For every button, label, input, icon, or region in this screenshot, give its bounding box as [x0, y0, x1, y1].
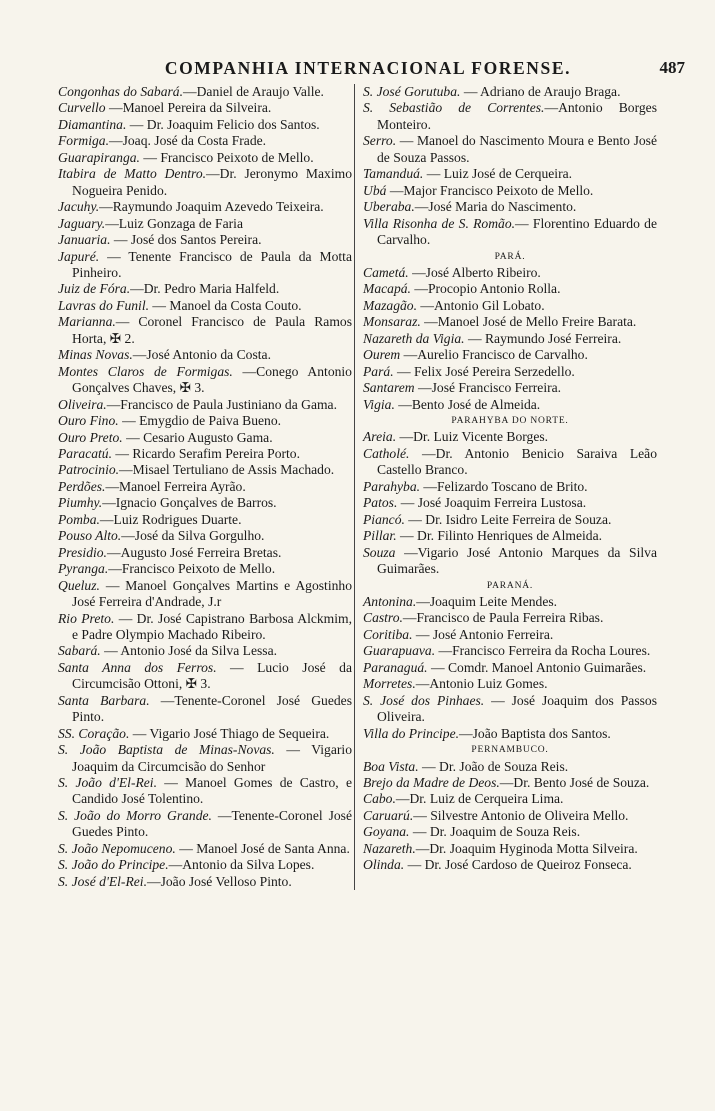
directory-entry	[363, 676, 657, 692]
directory-entry	[58, 726, 352, 742]
entry-person: —Dr. Pedro Maria Halfeld.	[130, 281, 280, 297]
entry-person: —Antonio Luiz Gomes.	[415, 676, 548, 692]
entry-person: —João José Velloso Pinto.	[146, 873, 292, 889]
entry-person: —Dr. Luiz de Cerqueira Lima.	[395, 791, 564, 807]
place-name: S. José Gorutuba.	[363, 84, 461, 99]
place-name: S. João do Principe.	[58, 857, 169, 873]
place-name: S. João do Morro Grande.	[58, 807, 212, 823]
entry-person: —Manoel Ferreira Ayrão.	[105, 478, 246, 494]
directory-entry	[363, 660, 657, 676]
place-name: Vigia.	[363, 396, 395, 412]
place-name: SS. Coração.	[58, 725, 130, 741]
entry-person: —Tenente-Coronel José Guedes Pinto.	[72, 692, 352, 725]
entry-person: — Dr. Joaquim Felicio dos Santos.	[126, 116, 320, 132]
place-name: S. José dos Pinhaes.	[363, 692, 485, 708]
entry-person: —Major Francisco Peixoto de Mello.	[386, 182, 594, 198]
place-name: Perdões.	[58, 478, 106, 494]
place-name: Marianna.	[58, 314, 116, 330]
entry-person: —Vigario José Antonio Marques da Silva Guimarães.	[377, 544, 657, 577]
directory-entry	[58, 413, 352, 429]
page-header	[58, 58, 685, 84]
entry-person: —Antonio Borges Monteiro.	[377, 100, 657, 132]
entry-person: —Francisco de Paula Justiniano da Gama.	[106, 396, 337, 412]
directory-entry	[363, 183, 657, 199]
place-name: Ourem	[363, 347, 401, 363]
entry-person: — Ricardo Serafim Pereira Porto.	[112, 445, 300, 461]
entry-person: —Daniel de Araujo Valle.	[183, 84, 324, 99]
place-name: Santa Barbara.	[58, 692, 150, 708]
directory-entry	[363, 857, 657, 873]
directory-entry	[58, 347, 352, 363]
directory-entry	[363, 512, 657, 528]
place-name: Caruarú.	[363, 807, 414, 823]
place-name: Pará.	[363, 363, 394, 379]
place-name: Piumhy.	[58, 495, 103, 511]
directory-entry	[58, 133, 352, 149]
entry-person: —Procopio Antonio Rolla.	[410, 281, 561, 297]
section-heading: PARAHYBA DO NORTE.	[451, 416, 569, 427]
entry-person: — Florentino Eduardo de Carvalho.	[377, 215, 658, 248]
directory-entry	[58, 857, 352, 873]
place-name: Sabará.	[58, 643, 101, 659]
entry-person: —Raymundo Joaquim Azevedo Teixeira.	[99, 199, 324, 215]
place-name: S. João Baptista de Minas-Novas.	[58, 742, 275, 758]
place-name: Santa Anna dos Ferros.	[58, 659, 217, 675]
directory-entry	[58, 216, 352, 232]
place-name: Cametá.	[363, 264, 409, 280]
entry-person: —José Antonio da Costa.	[132, 347, 271, 363]
directory-entry	[58, 874, 352, 890]
directory-entry	[363, 528, 657, 544]
directory-entry	[58, 199, 352, 215]
place-name: Nazareth.	[363, 840, 416, 856]
directory-entry	[58, 495, 352, 511]
directory-entry	[58, 462, 352, 478]
place-name: Catholé.	[363, 445, 410, 461]
entry-person: — Francisco Peixoto de Mello.	[139, 149, 314, 165]
entry-person: — Manoel da Costa Couto.	[149, 297, 302, 313]
entry-person: —Francisco de Paula Ferreira Ribas.	[402, 610, 604, 626]
directory-entry	[58, 578, 352, 611]
directory-entry	[58, 643, 352, 659]
place-name: Cabo.	[363, 791, 396, 807]
directory-entry	[58, 808, 352, 841]
place-name: S. Sebastião de Correntes.	[363, 100, 545, 116]
place-name: Guarapiranga.	[58, 149, 140, 165]
entry-person: —Dr. Jeronymo Maximo Nogueira Penido.	[72, 166, 352, 198]
directory-entry	[363, 429, 657, 445]
place-name: Lavras do Funil.	[58, 297, 150, 313]
entry-person: — Dr. João de Souza Reis.	[418, 758, 569, 774]
directory-entry	[58, 397, 352, 413]
directory-entry	[363, 824, 657, 840]
place-name: Olinda.	[363, 857, 405, 873]
entry-person: —Francisco Ferreira da Rocha Loures.	[435, 643, 651, 659]
entry-person: — Comdr. Manoel Antonio Guimarães.	[427, 659, 647, 675]
entry-person: — Manoel José de Santa Anna.	[175, 840, 350, 856]
entry-person: —Dr. Antonio Benicio Saraiva Leão Castello Branco.	[377, 445, 657, 478]
entry-person: —Dr. Joaquim Hyginoda Motta Silveira.	[415, 840, 638, 856]
directory-entry	[363, 693, 657, 726]
directory-entry	[58, 84, 352, 100]
entry-person: —Conego Antonio Gonçalves Chaves, ✠ 3.	[72, 363, 352, 396]
entry-person: —Dr. Luiz Vicente Borges.	[396, 429, 549, 445]
place-name: Japuré.	[58, 248, 100, 264]
place-name: Curvello	[58, 100, 106, 116]
place-name: Guarapuava.	[363, 643, 436, 659]
place-name: Villa do Principe.	[363, 725, 460, 741]
place-name: Juiz de Fóra.	[58, 281, 131, 297]
directory-entry	[363, 791, 657, 807]
entry-person: — Tenente Francisco de Paula da Motta Pinheiro.	[72, 248, 352, 280]
entry-person: — Silvestre Antonio de Oliveira Mello.	[413, 807, 629, 823]
place-name: Piancó.	[363, 511, 405, 527]
entry-person: —José Francisco Ferreira.	[414, 380, 562, 396]
entry-person: —Dr. Bento José de Souza.	[499, 774, 650, 790]
entry-person: — Vigario Joaquim da Circumcisão do Senhor	[72, 742, 352, 774]
directory-entry	[58, 561, 352, 577]
entry-person: — Manoel Gonçalves Martins e Agostinho José Ferreira d'Andrade, J.r	[72, 577, 352, 610]
running-title: COMPANHIA INTERNACIONAL FORENSE.	[164, 58, 572, 78]
directory-entry	[58, 232, 352, 248]
directory-entry	[363, 775, 657, 791]
entry-person: —Misael Tertuliano de Assis Machado.	[119, 462, 335, 478]
entry-person: —Joaq. José da Costa Frade.	[108, 133, 267, 149]
place-name: Pyranga.	[58, 561, 109, 577]
entry-person: —Bento José de Almeida.	[394, 396, 541, 412]
place-name: Rio Preto.	[58, 610, 115, 626]
entry-person: —Manoel Pereira da Silveira.	[105, 100, 272, 116]
place-name: Goyana.	[363, 824, 410, 840]
place-name: Januaria.	[58, 232, 111, 248]
entry-person: — Cesario Augusto Gama.	[122, 429, 273, 445]
right-column	[361, 84, 657, 890]
entry-person: —Luiz Rodrigues Duarte.	[99, 511, 242, 527]
place-name: Parahyba.	[363, 478, 421, 494]
directory-entry	[58, 281, 352, 297]
place-name: Souza	[363, 544, 396, 560]
place-name: Jacuhy.	[58, 199, 100, 215]
directory-entry	[363, 808, 657, 824]
entry-person: — Dr. Filinto Henriques de Almeida.	[396, 528, 603, 544]
place-name: Macapá.	[363, 281, 411, 297]
directory-entry	[363, 84, 657, 100]
directory-entry	[363, 380, 657, 396]
entry-person: — Vigario José Thiago de Sequeira.	[129, 725, 330, 741]
place-name: Coritiba.	[363, 626, 413, 642]
directory-entry	[363, 199, 657, 215]
directory-entry	[363, 100, 657, 133]
directory-entry	[58, 528, 352, 544]
directory-entry	[363, 281, 657, 297]
entry-person: —Antonio da Silva Lopes.	[168, 857, 315, 873]
directory-entry	[363, 643, 657, 659]
place-name: Ubá	[363, 182, 387, 198]
directory-entry	[363, 446, 657, 479]
place-name: Itabira de Matto Dentro.	[58, 166, 207, 182]
directory-entry	[58, 841, 352, 857]
directory-entry	[58, 298, 352, 314]
entry-person: — Dr. Joaquim de Souza Reis.	[409, 824, 581, 840]
place-name: Mazagão.	[363, 297, 417, 313]
directory-entry	[58, 512, 352, 528]
place-name: Paranaguá.	[363, 659, 428, 675]
place-name: Castro.	[363, 610, 403, 626]
directory-entry	[363, 594, 657, 610]
directory-entry	[363, 265, 657, 281]
entry-person: —Augusto José Ferreira Bretas.	[106, 544, 282, 560]
entry-person: — Dr. Isidro Leite Ferreira de Souza.	[404, 511, 612, 527]
place-name: Jaguary.	[58, 215, 106, 231]
directory-entry	[58, 364, 352, 397]
place-name: Tamanduá.	[363, 166, 424, 182]
section-heading: PARÁ.	[494, 251, 526, 262]
entry-person: — José Joaquim dos Passos Oliveira.	[377, 692, 657, 725]
directory-entry	[363, 298, 657, 314]
entry-person: —Francisco Peixoto de Mello.	[108, 561, 276, 577]
entry-person: —Manoel José de Mello Freire Barata.	[420, 314, 637, 330]
directory-entry	[58, 249, 352, 282]
directory-entry	[58, 150, 352, 166]
entry-person: —Antonio Gil Lobato.	[417, 297, 545, 313]
entry-person: — Dr. José Cardoso de Queiroz Fonseca.	[404, 857, 632, 873]
directory-entry	[58, 660, 352, 693]
place-name: Brejo da Madre de Deos.	[363, 774, 500, 790]
place-name: Pillar.	[363, 528, 397, 544]
entry-person: — Felix José Pereira Serzedello.	[393, 363, 575, 379]
directory-entry	[58, 446, 352, 462]
directory-entry	[363, 166, 657, 182]
place-name: Nazareth da Vigia.	[363, 330, 465, 346]
directory-entry	[363, 610, 657, 626]
place-name: Areia.	[363, 429, 397, 445]
entry-person: —Tenente-Coronel José Guedes Pinto.	[72, 807, 353, 840]
entry-person: — José Joaquim Ferreira Lustosa.	[397, 495, 587, 511]
place-name: S. João Nepomuceno.	[58, 840, 176, 856]
entry-person: — Raymundo José Ferreira.	[464, 330, 622, 346]
place-name: Presidio.	[58, 544, 107, 560]
place-name: Monsaraz.	[363, 314, 421, 330]
place-name: Antonina.	[363, 594, 417, 609]
place-name: Morretes.	[363, 676, 416, 692]
directory-entry	[58, 775, 352, 808]
entry-person: — Manoel do Nascimento Moura e Bento José de Souza Passos.	[377, 133, 657, 165]
place-name: Boa Vista.	[363, 758, 419, 774]
place-name: Oliveira.	[58, 396, 107, 412]
directory-entry	[363, 331, 657, 347]
left-column	[58, 84, 355, 890]
place-name: Formiga.	[58, 133, 109, 149]
entry-person: —José da Silva Gorgulho.	[121, 528, 265, 544]
directory-entry	[58, 166, 352, 199]
entry-person: — Adriano de Araujo Braga.	[460, 84, 621, 99]
entry-person: —Joaquim Leite Mendes.	[416, 594, 558, 609]
place-name: Queluz.	[58, 577, 100, 593]
directory-entry	[363, 314, 657, 330]
place-name: Paracatú.	[58, 445, 112, 461]
entry-person: —José Alberto Ribeiro.	[408, 264, 541, 280]
entry-person: — José Antonio Ferreira.	[412, 626, 554, 642]
directory-entry	[58, 742, 352, 775]
directory-entry	[363, 627, 657, 643]
entry-person: — Dr. José Capistrano Barbosa Alckmim, e Padre Olympio Machado Ribeiro.	[72, 610, 352, 642]
directory-entry	[363, 726, 657, 742]
entry-person: —Luiz Gonzaga de Faria	[105, 215, 243, 231]
entry-person: — Antonio José da Silva Lessa.	[100, 643, 278, 659]
entry-person: — José dos Santos Pereira.	[110, 232, 262, 248]
directory-entry	[58, 314, 352, 347]
place-name: Patrocinio.	[58, 462, 120, 478]
directory-entry	[363, 347, 657, 363]
section-heading: PERNAMBUCO.	[471, 745, 549, 756]
place-name: Diamantina.	[58, 116, 127, 132]
directory-entry	[363, 364, 657, 380]
directory-entry	[58, 611, 352, 644]
directory-entry	[363, 841, 657, 857]
entry-person: —Aurelio Francisco de Carvalho.	[400, 347, 588, 363]
entry-person: — Manoel Gomes de Castro, e Candido José Tolentino.	[72, 775, 352, 807]
directory-entry	[363, 216, 657, 249]
place-name: Santarem	[363, 380, 415, 396]
place-name: Serro.	[363, 133, 397, 149]
entry-person: —Ignacio Gonçalves de Barros.	[102, 495, 277, 511]
directory-entry	[363, 133, 657, 166]
entry-person: —José Maria do Nascimento.	[414, 199, 577, 215]
entry-person: — Lucio José da Circumcisão Ottoni, ✠ 3.	[72, 659, 352, 692]
entry-person: —Felizardo Toscano de Brito.	[420, 478, 588, 494]
place-name: Congonhas do Sabará.	[58, 84, 183, 99]
place-name: Uberaba.	[363, 199, 415, 215]
two-column-list	[58, 84, 685, 890]
directory-entry	[363, 759, 657, 775]
place-name: Patos.	[363, 495, 398, 511]
place-name: Pomba.	[58, 511, 100, 527]
place-name: Villa Risonha de S. Romão.	[363, 215, 516, 231]
directory-entry	[363, 495, 657, 511]
directory-entry	[363, 479, 657, 495]
place-name: Ouro Preto.	[58, 429, 123, 445]
directory-entry	[363, 397, 657, 413]
directory-entry	[363, 545, 657, 578]
entry-person: — Emygdio de Paiva Bueno.	[118, 413, 282, 429]
entry-person: — Luiz José de Cerqueira.	[423, 166, 573, 182]
place-name: S. João d'El-Rei.	[58, 775, 157, 791]
directory-entry	[58, 693, 352, 726]
section-heading: PARANÁ.	[486, 580, 534, 591]
place-name: S. José d'El-Rei.	[58, 873, 147, 889]
directory-entry	[58, 479, 352, 495]
place-name: Ouro Fino.	[58, 413, 119, 429]
directory-entry	[58, 100, 352, 116]
directory-entry	[58, 430, 352, 446]
entry-person: — Coronel Francisco de Paula Ramos Horta, ✠ 2.	[72, 314, 352, 346]
place-name: Minas Novas.	[58, 347, 133, 363]
entry-person: —João Baptista dos Santos.	[459, 725, 611, 741]
directory-entry	[58, 117, 352, 133]
directory-entry	[58, 545, 352, 561]
page-number: 487	[659, 58, 685, 77]
place-name: Pouso Alto.	[58, 528, 122, 544]
place-name: Montes Claros de Formigas.	[58, 363, 233, 379]
